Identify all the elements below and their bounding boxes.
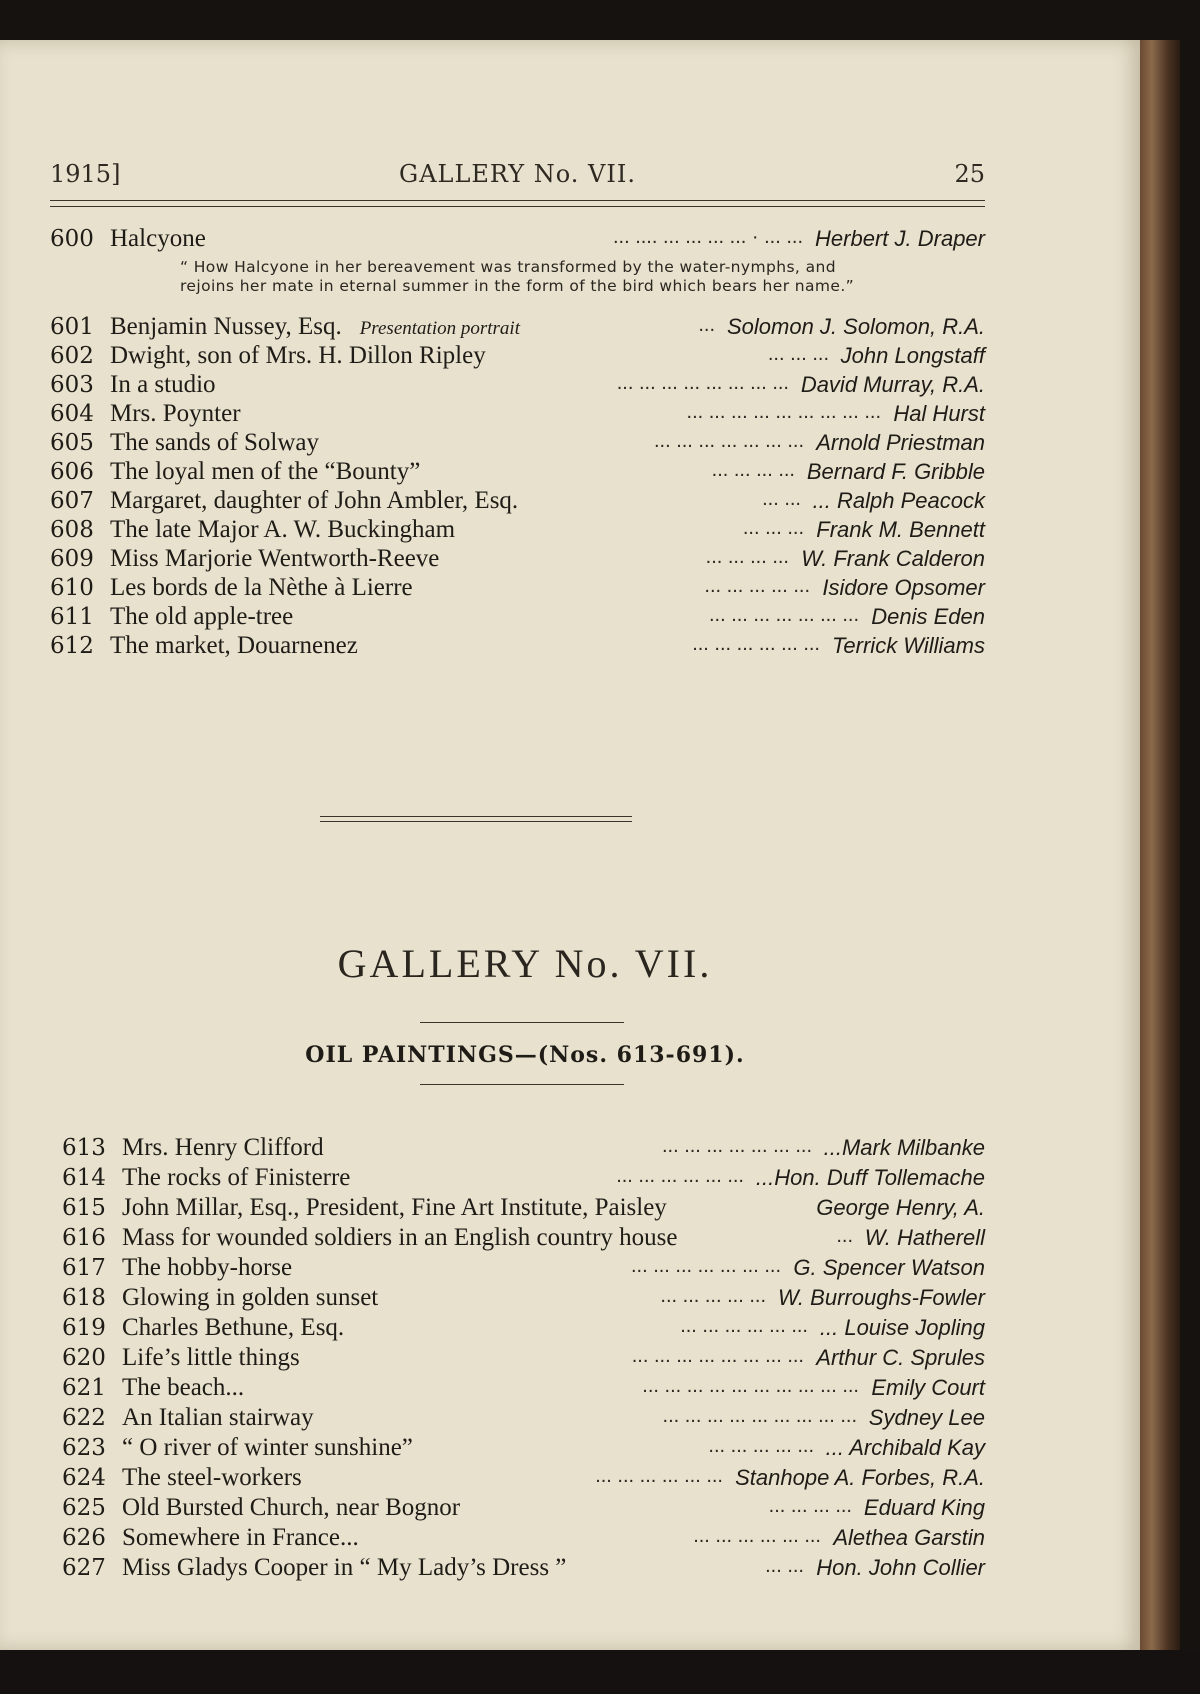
entry-title xyxy=(110,457,420,487)
entry-note: Presentation portrait xyxy=(359,318,520,339)
entry-title xyxy=(110,544,439,574)
entry-artist: Solomon J. Solomon, R.A. xyxy=(726,314,985,339)
catalogue-entry xyxy=(50,457,985,487)
leader-dots: ... ... ... ... xyxy=(768,1495,852,1517)
entry-title xyxy=(110,428,319,458)
entry-title xyxy=(110,312,520,344)
entry-title-text: Dwight, son of Mrs. H. Dillon Ripley xyxy=(110,342,486,369)
catalogue-entry xyxy=(50,341,985,371)
entry-artist: ... Archibald Kay xyxy=(825,1435,985,1460)
catalogue-entry xyxy=(62,1373,985,1403)
leader-dots: ... ... ... ... ... ... ... xyxy=(653,430,804,452)
entry-title xyxy=(122,1163,350,1193)
entry-artist: W. Frank Calderon xyxy=(801,546,985,571)
leader-dots: ... .... ... ... ... ... · ... ... xyxy=(612,226,803,248)
catalogue-entry xyxy=(50,486,985,516)
entry-title xyxy=(122,1313,344,1343)
gallery-heading: GALLERY No. VII. xyxy=(337,941,713,986)
leader-dots: ... ... ... ... ... xyxy=(708,1435,814,1457)
entry-title xyxy=(122,1283,378,1313)
entry-title-text: In a studio xyxy=(110,371,216,398)
entry-title-text: Life’s little things xyxy=(122,1344,300,1371)
entry-title xyxy=(122,1463,302,1493)
entry-number: 615 xyxy=(62,1195,106,1221)
leader-dots: ... ... ... xyxy=(767,343,829,365)
entry-title-text: The late Major A. W. Buckingham xyxy=(110,516,456,543)
entry-number: 619 xyxy=(62,1315,106,1341)
entry-title xyxy=(110,224,206,254)
catalogue-entry xyxy=(50,370,985,400)
entry-artist: Hon. John Collier xyxy=(816,1555,985,1580)
catalogue-entry xyxy=(50,224,985,254)
entry-title-text: Old Bursted Church, near Bognor xyxy=(122,1494,461,1521)
entry-title-text: The rocks of Finisterre xyxy=(122,1164,351,1191)
entry-title-text: The market, Douarnenez xyxy=(110,632,358,659)
entry-artist: Stanhope A. Forbes, R.A. xyxy=(735,1465,985,1490)
catalogue-entry xyxy=(62,1403,985,1433)
entry-title-text: Benjamin Nussey, Esq. xyxy=(110,313,342,340)
entry-artist: Alethea Garstin xyxy=(833,1525,985,1550)
entry-artist: Hal Hurst xyxy=(893,401,985,426)
leader-dots: ... ... ... ... ... ... ... ... ... ... xyxy=(642,1375,859,1397)
entry-artist: Arthur C. Sprules xyxy=(816,1345,985,1370)
catalogue-entry xyxy=(50,602,985,632)
entry-artist: W. Hatherell xyxy=(864,1225,985,1250)
entry-number: 606 xyxy=(50,459,94,485)
entry-title xyxy=(110,370,216,400)
entry-title-text: The sands of Solway xyxy=(110,429,319,456)
entry-title-text: Mrs. Henry Clifford xyxy=(122,1134,324,1161)
entry-artist: Denis Eden xyxy=(871,604,985,629)
leader-dots: ... xyxy=(836,1225,853,1247)
catalogue-entry xyxy=(62,1463,985,1493)
entry-artist: George Henry, A. xyxy=(816,1195,985,1220)
entry-number: 627 xyxy=(62,1555,106,1581)
catalogue-entry xyxy=(62,1523,985,1553)
entry-title-text: Miss Marjorie Wentworth-Reeve xyxy=(110,545,440,572)
entry-number: 622 xyxy=(62,1405,106,1431)
catalogue-entry xyxy=(50,428,985,458)
entry-title xyxy=(122,1253,292,1283)
leader-dots: ... ... xyxy=(762,488,801,510)
catalogue-entry xyxy=(50,573,985,603)
catalogue-entry xyxy=(62,1283,985,1313)
entry-title-text: The steel-workers xyxy=(122,1464,302,1491)
leader-dots: ... ... ... ... ... xyxy=(660,1285,766,1307)
entry-title xyxy=(110,515,455,545)
catalogue-entry xyxy=(62,1163,985,1193)
entry-number: 626 xyxy=(62,1525,106,1551)
entry-title xyxy=(122,1553,566,1583)
header-title: GALLERY No. VII. xyxy=(399,160,636,188)
entry-title xyxy=(122,1403,314,1433)
entry-artist: W. Burroughs-Fowler xyxy=(777,1285,985,1310)
leader-dots: ... ... ... ... ... ... xyxy=(693,1525,821,1547)
entry-title xyxy=(110,602,293,632)
entry-title-text: The loyal men of the “Bounty” xyxy=(110,458,421,485)
page-number: 25 xyxy=(954,160,985,188)
leader-dots: ... ... ... ... ... ... ... ... xyxy=(631,1345,804,1367)
entry-title xyxy=(122,1193,667,1223)
entry-title-text: The old apple-tree xyxy=(110,603,294,630)
leader-dots: ... ... ... ... ... xyxy=(704,575,810,597)
entry-number: 611 xyxy=(50,604,94,630)
book-page xyxy=(0,40,1140,1650)
leader-dots: ... ... ... ... ... ... ... ... ... xyxy=(662,1405,857,1427)
entry-title-text: John Millar, Esq., President, Fine Art Institute, Paisley xyxy=(122,1194,667,1221)
catalogue-entry xyxy=(62,1343,985,1373)
header-rule xyxy=(50,200,985,207)
catalogue-entry xyxy=(62,1223,985,1253)
leader-dots: ... ... ... ... ... ... ... xyxy=(630,1255,781,1277)
entry-title xyxy=(122,1493,460,1523)
entry-title-text: Halcyone xyxy=(110,225,206,252)
entry-number: 608 xyxy=(50,517,94,543)
entry-number: 604 xyxy=(50,401,94,427)
leader-dots: ... ... ... xyxy=(742,517,804,539)
leader-dots: ... ... xyxy=(765,1555,804,1577)
entry-title xyxy=(122,1343,300,1373)
entry-artist: ...Hon. Duff Tollemache xyxy=(755,1165,985,1190)
entry-number: 600 xyxy=(50,226,94,252)
entry-artist: G. Spencer Watson xyxy=(793,1255,985,1280)
entry-artist: Arnold Priestman xyxy=(816,430,985,455)
entry-title-text: Charles Bethune, Esq. xyxy=(122,1314,345,1341)
entry-number: 609 xyxy=(50,546,94,572)
entry-artist: David Murray, R.A. xyxy=(800,372,985,397)
leader-dots: ... ... ... ... xyxy=(705,546,789,568)
catalogue-entry xyxy=(62,1433,985,1463)
entry-number: 602 xyxy=(50,343,94,369)
header-year: 1915] xyxy=(50,160,121,188)
entry-number: 621 xyxy=(62,1375,106,1401)
entry-title-text: Les bords de la Nèthe à Lierre xyxy=(110,574,413,601)
entry-number: 612 xyxy=(50,633,94,659)
leader-dots: ... ... ... ... ... ... xyxy=(616,1165,744,1187)
entry-number: 618 xyxy=(62,1285,106,1311)
entry-title xyxy=(110,486,518,516)
entry-title-text: “ O river of winter sunshine” xyxy=(122,1434,413,1461)
entry-title-text: Margaret, daughter of John Ambler, Esq. xyxy=(110,487,519,514)
entry-title-text: Miss Gladys Cooper in “ My Lady’s Dress ” xyxy=(122,1554,567,1581)
leader-dots: ... ... ... ... ... ... xyxy=(692,633,820,655)
heading-rule-bottom xyxy=(420,1084,624,1085)
entry-number: 616 xyxy=(62,1225,106,1251)
entry-artist: Sydney Lee xyxy=(868,1405,985,1430)
leader-dots: ... xyxy=(698,314,715,336)
entry-artist: Isidore Opsomer xyxy=(822,575,985,600)
catalogue-entry xyxy=(50,312,985,342)
catalogue-entry xyxy=(50,399,985,429)
running-header xyxy=(50,160,985,192)
entry-title-text: The hobby-horse xyxy=(122,1254,293,1281)
catalogue-entry xyxy=(62,1493,985,1523)
entry-artist: Emily Court xyxy=(871,1375,985,1400)
entry-title-text: Glowing in golden sunset xyxy=(122,1284,379,1311)
entry-artist: Eduard King xyxy=(863,1495,985,1520)
leader-dots: ... ... ... ... ... ... xyxy=(680,1315,808,1337)
catalogue-entry xyxy=(62,1553,985,1583)
entry-artist: ...Mark Milbanke xyxy=(823,1135,985,1160)
catalogue-entry xyxy=(62,1133,985,1163)
entry-number: 603 xyxy=(50,372,94,398)
entry-artist: John Longstaff xyxy=(840,343,985,368)
entry-number: 605 xyxy=(50,430,94,456)
entry-number: 614 xyxy=(62,1165,106,1191)
entry-artist: Terrick Williams xyxy=(832,633,985,658)
catalogue-entry xyxy=(50,631,985,661)
entry-number: 625 xyxy=(62,1495,106,1521)
entry-title xyxy=(122,1373,244,1403)
entry-title-text: The beach... xyxy=(122,1374,245,1401)
entry-artist: Frank M. Bennett xyxy=(816,517,985,542)
entry-artist: Herbert J. Draper xyxy=(815,226,985,251)
entry-title-text: An Italian stairway xyxy=(122,1404,314,1431)
entry-number: 620 xyxy=(62,1345,106,1371)
entry-artist: ... Ralph Peacock xyxy=(812,488,985,513)
catalogue-entry xyxy=(62,1253,985,1283)
section-subheading: OIL PAINTINGS—(Nos. 613-691). xyxy=(305,1042,745,1068)
entry-title-text: Mrs. Poynter xyxy=(110,400,241,427)
entry-number: 623 xyxy=(62,1435,106,1461)
catalogue-entry xyxy=(62,1193,985,1223)
heading-rule-top xyxy=(420,1022,624,1023)
leader-dots: ... ... ... ... xyxy=(711,459,795,481)
catalogue-entry xyxy=(50,544,985,574)
entry-title xyxy=(122,1133,324,1163)
entry-title xyxy=(122,1523,359,1553)
halcyone-quote: “ How Halcyone in her bereavement was transformed by the water-nymphs, and rejoins her mate in eternal summer in the form of the bird which bears her name.” xyxy=(180,258,855,295)
entry-title xyxy=(110,573,413,603)
entry-title xyxy=(110,631,358,661)
entry-title xyxy=(110,399,241,429)
entry-artist: Bernard F. Gribble xyxy=(806,459,985,484)
entry-title-text: Mass for wounded soldiers in an English country house xyxy=(122,1224,678,1251)
leader-dots: ... ... ... ... ... ... ... xyxy=(661,1135,812,1157)
page-bottom-edge xyxy=(0,1650,1200,1694)
entry-artist: ... Louise Jopling xyxy=(819,1315,985,1340)
section-divider xyxy=(320,816,632,822)
entry-number: 617 xyxy=(62,1255,106,1281)
leader-dots: ... ... ... ... ... ... ... ... xyxy=(616,372,789,394)
entry-number: 601 xyxy=(50,314,94,340)
book-binding xyxy=(1140,40,1180,1650)
entry-title-text: Somewhere in France... xyxy=(122,1524,359,1551)
leader-dots: ... ... ... ... ... ... ... ... ... xyxy=(686,401,881,423)
entry-number: 607 xyxy=(50,488,94,514)
leader-dots: ... ... ... ... ... ... xyxy=(595,1465,723,1487)
entry-title xyxy=(110,341,486,371)
entry-number: 613 xyxy=(62,1135,106,1161)
entry-number: 624 xyxy=(62,1465,106,1491)
entry-title xyxy=(122,1433,413,1463)
leader-dots: ... ... ... ... ... ... ... xyxy=(708,604,859,626)
catalogue-entry xyxy=(50,515,985,545)
entry-title xyxy=(122,1223,677,1253)
entry-number: 610 xyxy=(50,575,94,601)
catalogue-entry xyxy=(62,1313,985,1343)
